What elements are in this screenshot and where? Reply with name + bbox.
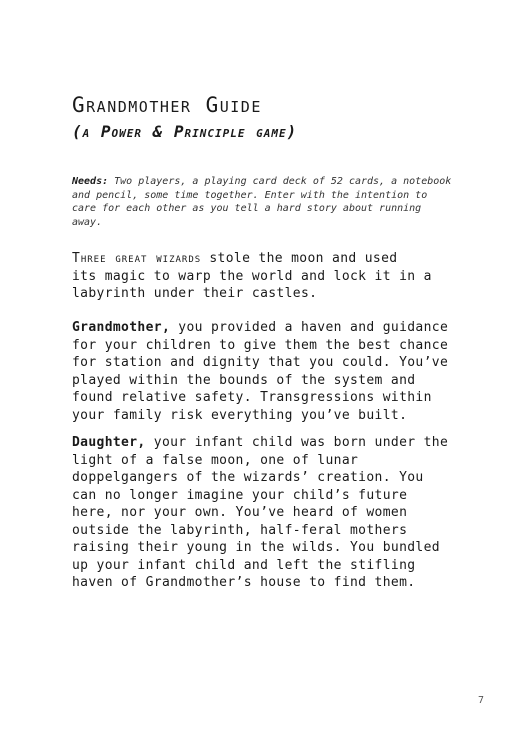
paragraph-text: stole the moon and used its magic to warp the world and lock it in a labyrinth under their castles.: [72, 251, 432, 301]
paragraph-lead: Daughter,: [72, 435, 146, 450]
needs-label: Needs:: [72, 176, 109, 187]
paragraph-lead: Grandmother,: [72, 320, 171, 335]
paragraph-text: your infant child was born under the light of a false moon, one of lunar doppelgangers of the wizards’ creation. You can no longer imagine your child’s future here, nor your own. You’ve heard of women outside the labyrinth, half-feral mothers raising their young in the wilds. You bundled up your infant child and left the stifling haven of Grandmother’s house to find them.: [72, 435, 449, 590]
paragraph-text: you provided a haven and guidance for your children to give them the best chance for station and dignity that you could. You’ve played within the bounds of the system and found relative safety. Transgressions within your family risk everything you’ve built.: [72, 320, 449, 423]
paragraph-daughter: [72, 434, 462, 592]
paragraph-grandmother: [72, 319, 462, 424]
needs-note: [72, 175, 452, 229]
page-title: Grandmother Guide: [72, 93, 262, 117]
page-number: 7: [477, 695, 484, 706]
paragraph-intro: [72, 250, 462, 303]
needs-text: Two players, a playing card deck of 52 cards, a notebook and pencil, some time together. Enter with the intention to care for each other as you tell a hard story about running away.: [72, 176, 452, 228]
paragraph-lead: Three great wizards: [72, 251, 202, 266]
page-subtitle: (a Power & Principle game): [72, 122, 298, 141]
